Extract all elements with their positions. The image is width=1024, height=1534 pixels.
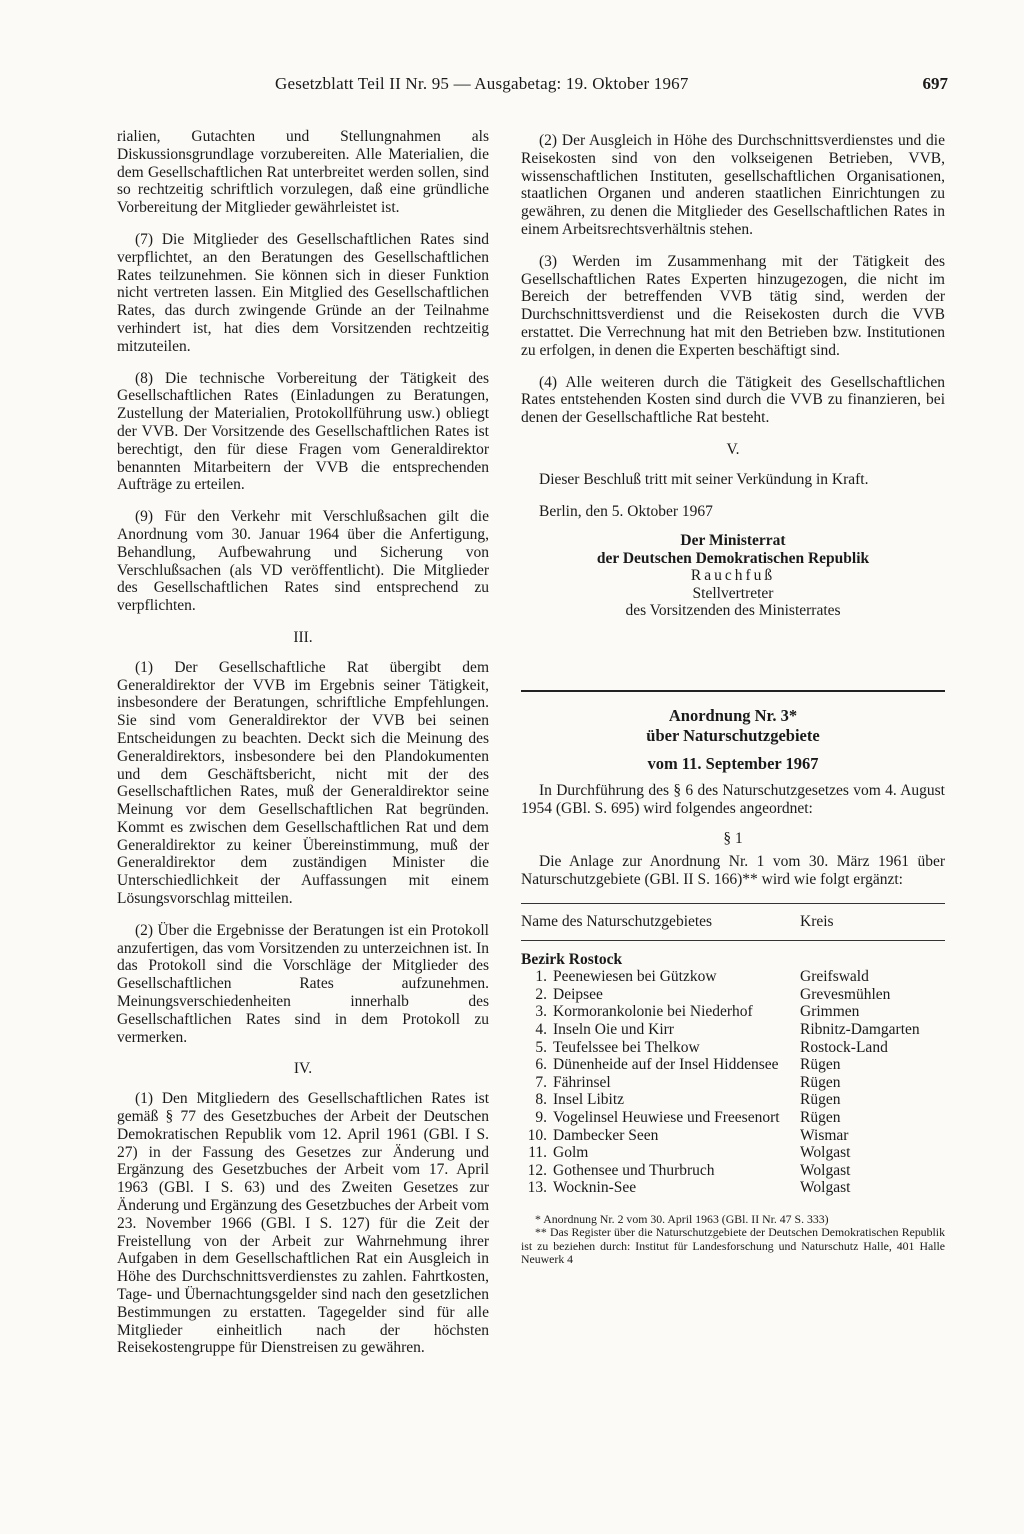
right-column-lower xyxy=(521,706,945,1267)
reserve-name: Fährinsel xyxy=(553,1073,611,1091)
table-header-row xyxy=(521,903,945,940)
footnotes xyxy=(521,1213,945,1267)
table-row xyxy=(521,1039,945,1057)
paragraph-iii-2: (2) Über die Ergebnisse der Beratungen ist ein Protokoll anzufertigen, das vom Vorsitzenden zu unterzeichnen ist. In das Protokoll sind die Vorschläge der Mitglieder des Gesellschaftlichen Rates aufzunehmen. Meinungsverschiedenheiten innerhalb des Gesellschaftlichen Rates sind in dem Protokoll zu vermerken. xyxy=(117,921,489,1046)
reserve-kreis: Wolgast xyxy=(800,1179,851,1197)
paragraph-v: Dieser Beschluß tritt mit seiner Verkündung in Kraft. xyxy=(539,470,869,488)
row-number: 12. xyxy=(527,1161,547,1179)
paragraph-iv-1: (1) Den Mitgliedern des Gesellschaftlichen Rates ist gemäß § 77 des Gesetzbuches der Arbeit der Deutschen Demokratischen Republik vom 12. April 1961 (GBl. I S. 27) in der Fassung des Gesetzes zur Änderung und Ergänzung des Gesetzbuches der Arbeit vom 17. April 1963 (GBl. I S. 63) und des Zweiten Gesetzes zur Änderung und Ergänzung des Gesetzbuches der Arbeit vom 23. November 1966 (GBl. I S. 127) für die Zeit der Freistellung von der Arbeit zur Wahrnehmung ihrer Aufgaben in dem Gesellschaftlichen Rat ein Ausgleich in Höhe des Durchschnittsverdienstes zu zahlen. Fahrtkosten, Tage- und Übernachtungsgelder sind nach den gesetzlichen Bestimmungen zu erstatten. Tagegelder sind für alle Mitglieder einheitlich nach der höchsten Reisekostengruppe für Dienstreisen zu gewähren. xyxy=(117,1090,489,1357)
footnote-2: ** Das Register über die Naturschutzgebiete der Deutschen Demokratischen Republik ist zu beziehen durch: Institut für Landesforschung und Naturschutz Halle, 401 Halle Neuwerk 4 xyxy=(521,1225,945,1267)
table-header-name: Name des Naturschutzgebietes xyxy=(521,903,800,940)
row-number: 2. xyxy=(535,985,547,1003)
footnote-1: * Anordnung Nr. 2 vom 30. April 1963 (GBl. II Nr. 47 S. 333) xyxy=(535,1211,829,1226)
nature-reserve-table xyxy=(521,903,945,1197)
row-number: 10. xyxy=(527,1126,547,1144)
reserve-kreis: Grevesmühlen xyxy=(800,985,891,1003)
reserve-kreis: Wolgast xyxy=(800,1161,851,1179)
table-row xyxy=(521,1144,945,1162)
row-number: 5. xyxy=(535,1038,547,1056)
table-row xyxy=(521,1179,945,1197)
signature-block xyxy=(521,532,945,620)
order-intro: In Durchführung des § 6 des Naturschutzgesetzes vom 4. August 1954 (GBl. S. 695) wird folgendes angeordnet: xyxy=(521,782,945,817)
table-row xyxy=(521,1074,945,1092)
reserve-kreis: Wismar xyxy=(800,1126,849,1144)
section-heading-v: V. xyxy=(726,440,740,458)
row-number: 6. xyxy=(535,1056,547,1074)
reserve-name: Kormorankolonie bei Niederhof xyxy=(553,1003,753,1021)
reserve-name: Teufelssee bei Thelkow xyxy=(553,1038,700,1056)
right-column-upper xyxy=(521,132,945,620)
row-number: 11. xyxy=(528,1144,547,1162)
reserve-kreis: Wolgast xyxy=(800,1144,851,1162)
place-date: Berlin, den 5. Oktober 1967 xyxy=(539,502,713,520)
reserve-name: Dünenheide auf der Insel Hiddensee xyxy=(553,1056,779,1074)
row-number: 8. xyxy=(535,1091,547,1109)
paragraph-continuation: rialien, Gutachten und Stellungnahmen als Diskussionsgrundlage vorzubereiten. Alle Materialien, die dem Gesellschaftlichen Rat unterbreitet werden sollen, sind so rechtzeitig schriftlich vorzulegen, daß eine gründliche Vorbereitung der Mitglieder gewährleistet ist. xyxy=(117,128,489,217)
row-number: 9. xyxy=(535,1108,547,1126)
table-row xyxy=(521,1127,945,1145)
row-number: 1. xyxy=(535,968,547,986)
reserve-kreis: Rügen xyxy=(800,1056,841,1074)
bezirk-label: Bezirk Rostock xyxy=(521,950,623,968)
paragraph-iv-4: (4) Alle weiteren durch die Tätigkeit des Gesellschaftlichen Rates entstehenden Kosten sind durch die VVB zu finanzieren, bei denen der Gesellschaftliche Rat besteht. xyxy=(521,373,945,427)
table-row xyxy=(521,1003,945,1021)
reserve-name: Golm xyxy=(553,1144,589,1162)
signature-line-1: Der Ministerrat xyxy=(680,532,786,550)
reserve-name: Peenewiesen bei Gützkow xyxy=(553,968,717,986)
reserve-name: Vogelinsel Heuwiese und Freesenort xyxy=(553,1108,780,1126)
table-row xyxy=(521,1056,945,1074)
page-number: 697 xyxy=(922,74,948,93)
reserve-kreis: Ribnitz-Damgarten xyxy=(800,1020,920,1038)
reserve-name: Deipsee xyxy=(553,985,603,1003)
reserve-kreis: Rügen xyxy=(800,1073,841,1091)
paragraph-iv-2: (2) Der Ausgleich in Höhe des Durchschnittsverdienstes und die Reisekosten sind von den volkseigenen Betrieben, VVB, wissenschaftlichen Instituten, gesellschaftlichen Organisationen, staatlichen Organen und anderen staatlichen Einrichtungen zu gewähren, zu denen die Mitglieder des Gesellschaftlichen Rates in einem Arbeitsrechtsverhältnis stehen. xyxy=(521,132,945,238)
row-number: 4. xyxy=(535,1020,547,1038)
section-divider xyxy=(521,690,945,692)
table-row xyxy=(521,968,945,986)
paragraph-section-1: § 1 xyxy=(723,829,743,847)
row-number: 13. xyxy=(527,1179,547,1197)
reserve-kreis: Rostock-Land xyxy=(800,1038,888,1056)
table-row xyxy=(521,1162,945,1180)
reserve-name: Wocknin-See xyxy=(553,1179,637,1197)
table-row xyxy=(521,1021,945,1039)
reserve-name: Insel Libitz xyxy=(553,1091,625,1109)
reserve-name: Inseln Oie und Kirr xyxy=(553,1020,674,1038)
order-title-1: Anordnung Nr. 3* xyxy=(668,706,798,725)
paragraph-iii-1: (1) Der Gesellschaftliche Rat übergibt dem Generaldirektor der VVB im Ergebnis seiner Tätigkeit, insbesondere der Beratungen, schriftliche Empfehlungen. Sie sind vom Generaldirektor der VVB bei seinen Entscheidungen zu beachten. Deckt sich die Meinung des Generaldirektors, insbesondere bei den Plandokumenten und dem Geschäftsbericht, nicht mit der des Gesellschaftlichen Rates, muß der Generaldirektor seine Meinung vor dem Gesellschaftlichen Rat begründen. Kommt es zwischen dem Gesellschaftlichen Rat und dem Generaldirektor zu keiner Übereinstimmung, muß der Generaldirektor dem zuständigen Minister die Unterschiedlichkeit der Auffassungen mit einem Lösungsvorschlag mitteilen. xyxy=(117,658,489,908)
signature-line-2: der Deutschen Demokratischen Republik xyxy=(596,549,870,567)
paragraph-7: (7) Die Mitglieder des Gesellschaftlichen Rates sind verpflichtet, an den Beratungen des Gesellschaftlichen Rates teilzunehmen. Sie können sich in dieser Funktion nicht vertreten lassen. Ein Mitglied des Gesellschaftlichen Rates, das durch zwingende Gründe an der Teilnahme verhindert ist, hat dies dem Vorsitzenden rechtzeitig mitzuteilen. xyxy=(117,230,489,355)
row-number: 3. xyxy=(535,1003,547,1021)
signature-line-5: des Vorsitzenden des Ministerrates xyxy=(625,602,841,620)
paragraph-9: (9) Für den Verkehr mit Verschlußsachen gilt die Anordnung vom 30. Januar 1964 über die Anfertigung, Behandlung, Aufbewahrung und Sicherung von Verschlußsachen (als VD veröffentlicht). Die Mitglieder des Gesellschaftlichen Rates sind entsprechend zu verpflichten. xyxy=(117,508,489,615)
reserve-kreis: Rügen xyxy=(800,1108,841,1126)
paragraph-section-1-text: Die Anlage zur Anordnung Nr. 1 vom 30. März 1961 über Naturschutzgebiete (GBl. II S. 166)** wird wie folgt ergänzt: xyxy=(521,853,945,889)
signature-line-4: Stellvertreter xyxy=(692,584,774,602)
reserve-kreis: Greifswald xyxy=(800,968,869,986)
row-number: 7. xyxy=(535,1073,547,1091)
paragraph-8: (8) Die technische Vorbereitung der Tätigkeit des Gesellschaftlichen Rates (Einladungen zu Beratungen, Zustellung der Materialien, Protokollführung usw.) obliegt der VVB. Der Vorsitzende des Gesellschaftlichen Rates ist berechtigt, den für diese Fragen vom Generaldirektor benannten Mitarbeitern der VVB die entsprechenden Aufträge zu erteilen. xyxy=(117,369,489,494)
order-title-3: vom 11. September 1967 xyxy=(647,754,819,773)
table-header-kreis: Kreis xyxy=(800,903,945,940)
reserve-kreis: Grimmen xyxy=(800,1003,860,1021)
section-heading-iii: III. xyxy=(293,628,313,646)
header-title: Gesetzblatt Teil II Nr. 95 — Ausgabetag: 19. Oktober 1967 xyxy=(275,74,689,93)
reserve-name: Gothensee und Thurbruch xyxy=(553,1161,715,1179)
reserve-kreis: Rügen xyxy=(800,1091,841,1109)
reserve-name: Dambecker Seen xyxy=(553,1126,659,1144)
left-column xyxy=(117,128,489,1357)
table-row xyxy=(521,986,945,1004)
signature-name: Rauchfuß xyxy=(690,567,776,585)
section-heading-iv: IV. xyxy=(293,1060,313,1078)
order-title-2: über Naturschutzgebiete xyxy=(646,726,820,745)
table-row xyxy=(521,1091,945,1109)
page-header xyxy=(118,74,948,100)
table-row xyxy=(521,1109,945,1127)
table-bezirk-row xyxy=(521,940,945,968)
paragraph-iv-3: (3) Werden im Zusammenhang mit der Tätigkeit des Gesellschaftlichen Rates Experten hinzugezogen, die nicht im Bereich der betreffenden VVB tätig sind, werden der Durchschnittsverdienst und die Reisekosten durch die VVB erstattet. Die Verrechnung hat mit den Betrieben bzw. Institutionen zu erfolgen, in denen die Experten beschäftigt sind. xyxy=(521,252,945,359)
